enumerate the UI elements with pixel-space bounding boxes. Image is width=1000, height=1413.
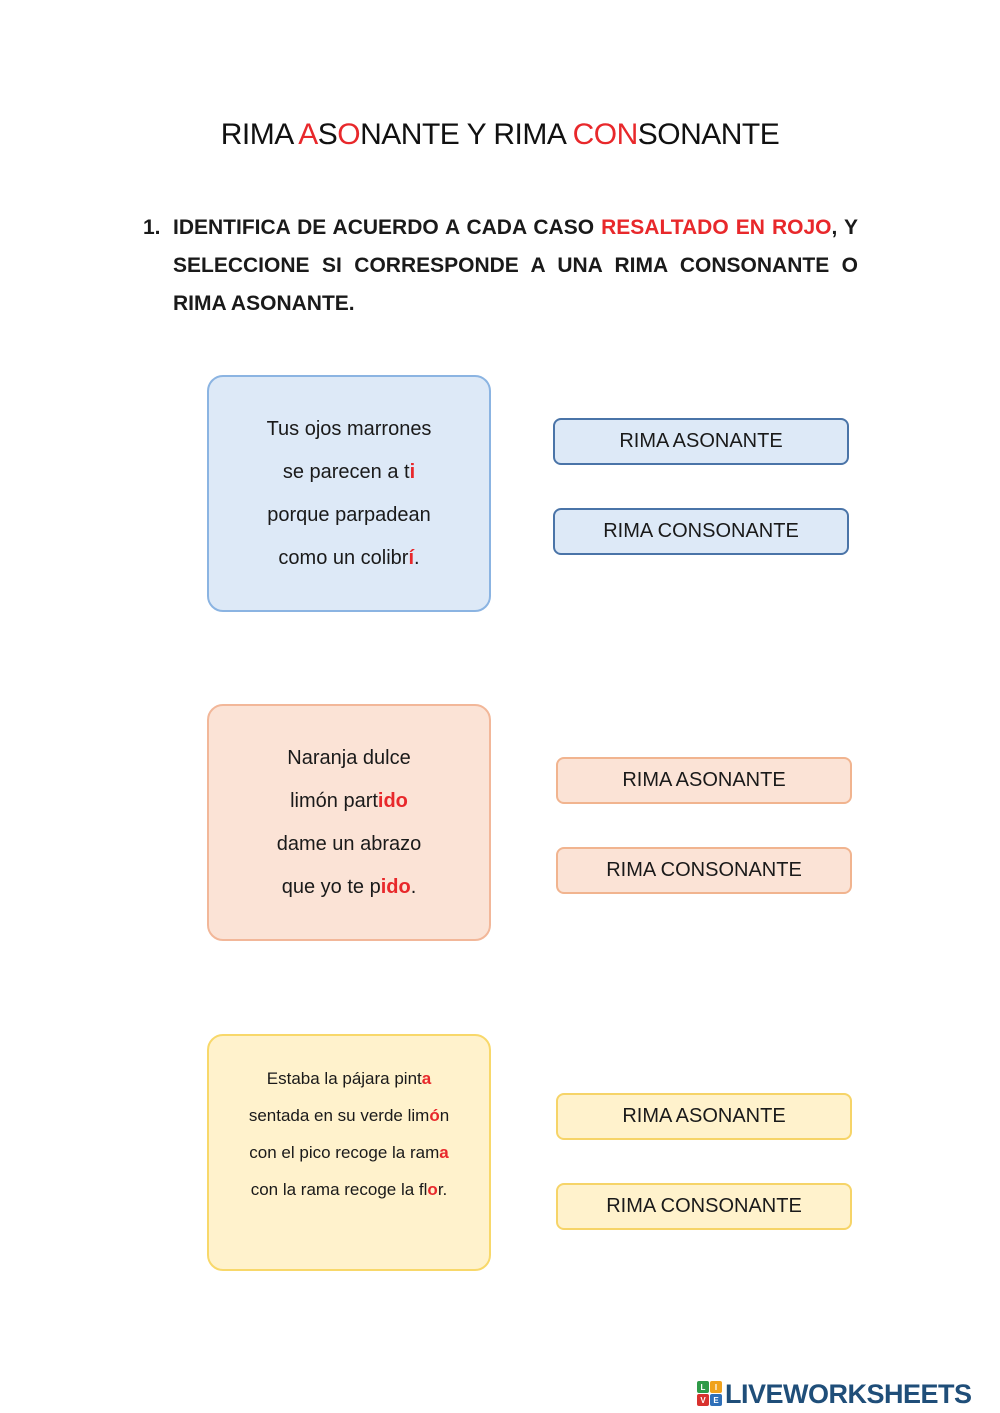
- poem-text: se parecen a t: [282, 460, 410, 483]
- logo-mark-letter: E: [710, 1394, 722, 1406]
- rhyme-highlight: í: [408, 546, 415, 569]
- poem-text: con el pico recoge la ram: [249, 1142, 440, 1162]
- instruction-number: 1.: [143, 216, 161, 239]
- logo-mark-letter: I: [710, 1381, 722, 1393]
- option-consonante-2[interactable]: RIMA CONSONANTE: [556, 847, 852, 894]
- poem-text: .: [414, 546, 420, 569]
- poem-line: [249, 1097, 449, 1134]
- rhyme-highlight: i: [409, 460, 416, 483]
- poem-line: [267, 494, 430, 537]
- option-asonante-2[interactable]: RIMA ASONANTE: [556, 757, 852, 804]
- poem-box-1: [207, 375, 491, 612]
- poem-text: Naranja dulce: [287, 746, 411, 769]
- instruction: [143, 209, 858, 323]
- title-part: RIMA: [220, 118, 299, 151]
- title-part: SONANTE: [637, 118, 780, 151]
- poem-line: [249, 1134, 448, 1171]
- poem-text: n: [439, 1105, 450, 1125]
- poem-line: [267, 408, 432, 451]
- poem-text: dame un abrazo: [276, 832, 422, 855]
- poem-line: [278, 537, 419, 580]
- logo-mark-icon: [697, 1381, 723, 1407]
- option-asonante-1[interactable]: RIMA ASONANTE: [553, 418, 849, 465]
- logo-mark-letter: L: [697, 1381, 709, 1393]
- title-part: NANTE Y RIMA: [360, 118, 573, 151]
- poem-text: Tus ojos marrones: [266, 417, 432, 440]
- poem-line: [251, 1171, 448, 1208]
- poem-box-2: [207, 704, 491, 941]
- rhyme-highlight: ido: [380, 875, 411, 898]
- poem-line: [282, 866, 417, 909]
- poem-line: [267, 1060, 431, 1097]
- title-part-highlight: O: [337, 118, 361, 151]
- page-title: [0, 118, 1000, 152]
- poem-text: r.: [437, 1179, 448, 1199]
- option-consonante-3[interactable]: RIMA CONSONANTE: [556, 1183, 852, 1230]
- liveworksheets-logo: [697, 1378, 972, 1410]
- logo-text: LIVEWORKSHEETS: [725, 1378, 972, 1409]
- poem-line: [287, 737, 410, 780]
- poem-text: sentada en su verde lim: [248, 1105, 430, 1125]
- poem-text: con la rama recoge la fl: [250, 1179, 428, 1199]
- option-consonante-1[interactable]: RIMA CONSONANTE: [553, 508, 849, 555]
- logo-mark-letter: V: [697, 1394, 709, 1406]
- rhyme-highlight: ó: [429, 1105, 440, 1125]
- poem-text: Estaba la pájara pint: [266, 1068, 422, 1088]
- rhyme-highlight: a: [421, 1068, 432, 1088]
- poem-box-3: [207, 1034, 491, 1271]
- title-part-highlight: CON: [572, 118, 638, 151]
- rhyme-highlight: ido: [377, 789, 408, 812]
- title-part: S: [317, 118, 338, 151]
- title-part-highlight: A: [298, 118, 318, 151]
- option-asonante-3[interactable]: RIMA ASONANTE: [556, 1093, 852, 1140]
- poem-text: .: [410, 875, 417, 898]
- rhyme-highlight: a: [439, 1142, 449, 1162]
- poem-line: [290, 780, 408, 823]
- instruction-text: [173, 209, 858, 323]
- instruction-after: , Y SELECCIONE SI CORRESPONDE A UNA RIMA CONSONANTE O RIMA ASONANTE.: [173, 216, 859, 315]
- poem-text: que yo te p: [281, 875, 381, 898]
- poem-text: limón part: [290, 789, 378, 812]
- poem-line: [277, 823, 422, 866]
- poem-text: porque parpadean: [267, 503, 431, 526]
- rhyme-highlight: o: [427, 1179, 438, 1199]
- poem-text: como un colibr: [278, 546, 409, 569]
- instruction-before: IDENTIFICA DE ACUERDO A CADA CASO: [173, 216, 602, 239]
- instruction-highlight: RESALTADO EN ROJO: [601, 216, 832, 239]
- poem-line: [283, 451, 415, 494]
